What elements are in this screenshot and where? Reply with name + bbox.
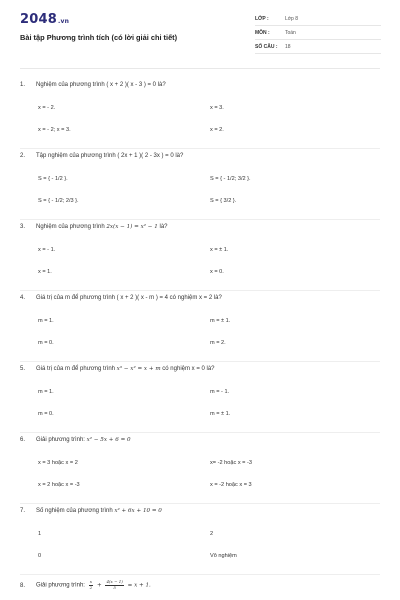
option-a[interactable]: 1 — [38, 531, 42, 537]
option-d[interactable]: x = -2 hoặc x = 3 — [210, 482, 252, 488]
fraction-numerator: 4(x − 1) — [106, 579, 123, 584]
option-d[interactable]: m = ± 1. — [210, 411, 231, 417]
question-divider — [20, 432, 380, 433]
question-divider — [20, 574, 380, 575]
question-stem — [20, 295, 222, 301]
question-equation: x² − 5x + 6 = 0 — [86, 437, 131, 443]
question-stem — [20, 82, 166, 88]
option-d[interactable]: x = 0. — [210, 269, 224, 275]
question-number: 1. — [20, 82, 26, 88]
option-c[interactable]: x = 1. — [38, 269, 52, 275]
question-divider — [20, 361, 380, 362]
question-text-post: = x + 1. — [125, 582, 151, 589]
option-a[interactable]: x = - 1. — [38, 247, 56, 253]
question-text-pre: Giá trị của m để phương trình — [36, 366, 117, 372]
question-text-pre: Nghiệm của phương trình — [36, 224, 107, 230]
question-number: 7. — [20, 508, 26, 514]
option-b[interactable]: m = ± 1. — [210, 318, 231, 324]
question-equation: 2x(x − 1) = x² − 1 — [106, 224, 158, 230]
question-text-pre: Giải phương trình: — [36, 437, 87, 443]
question-divider — [20, 503, 380, 504]
site-logo[interactable] — [20, 12, 69, 27]
option-c[interactable]: x = - 2; x = 3. — [38, 127, 71, 133]
option-d[interactable]: Vô nghiệm — [210, 553, 237, 559]
fraction-1 — [89, 580, 94, 590]
question-equation: x³ − x² = x + m — [116, 366, 161, 372]
option-d[interactable]: m = 2. — [210, 340, 226, 346]
question-stem — [20, 437, 131, 443]
question-text: Nghiệm của phương trình ( x + 2 )( x - 3 ) = 0 là? — [36, 82, 166, 88]
option-d[interactable]: x = 2. — [210, 127, 224, 133]
question-divider — [20, 148, 380, 149]
meta-value: 18 — [285, 44, 291, 50]
header-divider — [20, 68, 380, 69]
option-b[interactable]: x = ± 1. — [210, 247, 229, 253]
question-number: 8. — [20, 582, 26, 589]
question-text-pre: Số nghiệm của phương trình — [36, 508, 115, 514]
logo-text: 2048 — [20, 12, 57, 27]
option-b[interactable]: m = - 1. — [210, 389, 230, 395]
question-number: 3. — [20, 224, 26, 230]
document-title: Bài tập Phương trình tích (có lời giải chi tiết) — [20, 33, 178, 42]
option-c[interactable]: m = 0. — [38, 411, 54, 417]
meta-value: Toán — [285, 30, 296, 36]
question-stem — [20, 508, 162, 514]
option-b[interactable]: x = 3. — [210, 105, 224, 111]
option-a[interactable]: x = - 2. — [38, 105, 56, 111]
option-d[interactable]: S = { 3/2 }. — [210, 198, 237, 204]
question-text-post: có nghiệm x = 0 là? — [160, 366, 215, 372]
meta-row-subject — [255, 26, 381, 40]
meta-key: MÔN : — [255, 30, 270, 36]
question-number: 4. — [20, 295, 26, 301]
option-b[interactable]: x= -2 hoặc x = -3 — [210, 460, 252, 466]
question-number: 2. — [20, 153, 26, 159]
question-divider — [20, 290, 380, 291]
fraction-2 — [105, 580, 123, 590]
document-header — [0, 0, 400, 68]
option-a[interactable]: m = 1. — [38, 389, 54, 395]
question-stem — [20, 580, 151, 590]
meta-row-question-count — [255, 40, 381, 54]
logo-suffix: .vn — [57, 18, 70, 25]
option-c[interactable]: x = 2 hoặc x = -3 — [38, 482, 80, 488]
question-number: 5. — [20, 366, 26, 372]
option-a[interactable]: m = 1. — [38, 318, 54, 324]
meta-key: SỐ CÂU : — [255, 44, 278, 50]
meta-row-class — [255, 12, 381, 26]
question-text-pre: Giải phương trình: — [36, 582, 87, 589]
option-c[interactable]: 0 — [38, 553, 42, 559]
question-equation: x² + 6x + 10 = 0 — [114, 508, 162, 514]
question-divider — [20, 219, 380, 220]
question-text: Tập nghiệm của phương trình ( 2x + 1 )( 2 - 3x ) = 0 là? — [36, 153, 184, 159]
question-text: Giá trị của m để phương trình ( x + 2 )( x - m ) = 4 có nghiệm x = 2 là? — [36, 295, 222, 301]
fraction-denominator: 2 — [89, 584, 93, 590]
option-a[interactable]: x = 3 hoặc x = 2 — [38, 460, 78, 466]
question-number: 6. — [20, 437, 26, 443]
fraction-numerator: x — [89, 579, 93, 584]
question-stem — [20, 224, 168, 230]
option-c[interactable]: S = { - 1/2; 2/3 }. — [38, 198, 79, 204]
question-text-post: là? — [157, 224, 168, 230]
option-c[interactable]: m = 0. — [38, 340, 54, 346]
option-b[interactable]: 2 — [210, 531, 214, 537]
option-a[interactable]: S = { - 1/2 }. — [38, 176, 68, 182]
question-stem — [20, 366, 215, 372]
question-stem — [20, 153, 183, 159]
fraction-denominator: 5 — [113, 584, 116, 590]
option-b[interactable]: S = { - 1/2; 3/2 }. — [210, 176, 251, 182]
meta-key: LỚP : — [255, 16, 269, 22]
meta-value: Lớp 8 — [285, 16, 299, 22]
plus-sign: + — [95, 582, 104, 589]
